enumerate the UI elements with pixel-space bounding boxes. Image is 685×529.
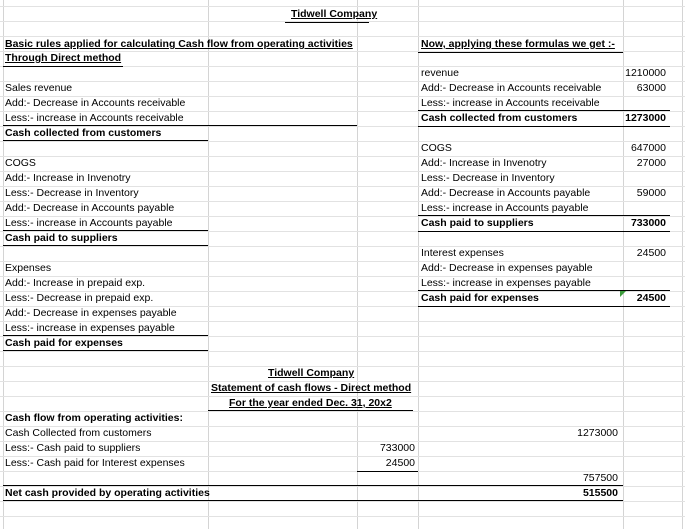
calc-value-cell[interactable] — [623, 171, 666, 185]
calc-total-value[interactable]: 24500 — [636, 292, 666, 304]
rule-cell[interactable]: Add:- Decrease in Accounts receivable — [5, 97, 186, 109]
statement-period[interactable]: For the year ended Dec. 31, 20x2 — [229, 397, 392, 409]
rule-cell[interactable]: Less:- Decrease in prepaid exp. — [5, 292, 154, 304]
rule-cell[interactable]: Less:- increase in Accounts payable — [5, 217, 173, 229]
rule-cell[interactable]: Add:- Decrease in Accounts payable — [5, 202, 175, 214]
calc-label-cell[interactable]: Add:- Decrease in Accounts receivable — [421, 82, 602, 94]
rule-cell[interactable]: Expenses — [5, 262, 52, 274]
applied-heading[interactable]: Now, applying these formulas we get :- — [421, 38, 615, 50]
calc-value-cell[interactable]: 647000 — [630, 142, 666, 154]
calc-value-cell[interactable] — [623, 276, 666, 290]
calc-label-cell[interactable]: Add:- Decrease in Accounts payable — [421, 187, 591, 199]
calc-label-cell[interactable]: Less:- increase in expenses payable — [421, 277, 591, 289]
rules-heading-line2[interactable]: Through Direct method — [5, 52, 122, 64]
calc-label-cell[interactable]: Less:- Decrease in Inventory — [421, 172, 555, 184]
rule-total-cell[interactable]: Cash paid to suppliers — [5, 232, 118, 244]
calc-value-cell[interactable]: 1210000 — [625, 67, 666, 79]
statement-net-value[interactable]: 515500 — [582, 487, 618, 499]
statement-section[interactable]: Cash flow from operating activities: — [5, 412, 183, 424]
statement-net-label[interactable]: Net cash provided by operating activities — [5, 487, 210, 499]
statement-title[interactable]: Statement of cash flows - Direct method — [211, 382, 412, 394]
rule-total-cell[interactable]: Cash paid for expenses — [5, 337, 123, 349]
calc-label-cell[interactable]: revenue — [421, 67, 459, 79]
rule-cell[interactable]: Less:- increase in expenses payable — [5, 322, 175, 334]
rule-cell[interactable]: Add:- Increase in prepaid exp. — [5, 277, 146, 289]
rules-heading-line1[interactable]: Basic rules applied for calculating Cash flow from operating activities — [5, 38, 353, 50]
rule-cell[interactable]: Add:- Decrease in expenses payable — [5, 307, 177, 319]
statement-suppliers-label[interactable]: Less:- Cash paid to suppliers — [5, 442, 141, 454]
sheet-title[interactable]: Tidwell Company — [291, 8, 378, 20]
calc-value-cell[interactable]: 24500 — [636, 247, 666, 259]
calc-label-cell[interactable]: Less:- increase in Accounts receivable — [421, 97, 600, 109]
calc-value-cell[interactable] — [623, 261, 666, 275]
calc-value-cell[interactable]: 63000 — [636, 82, 666, 94]
calc-label-cell[interactable]: Interest expenses — [421, 247, 504, 259]
statement-interest-label[interactable]: Less:- Cash paid for Interest expenses — [5, 457, 185, 469]
rule-cell[interactable]: COGS — [5, 157, 36, 169]
statement-company[interactable]: Tidwell Company — [268, 367, 355, 379]
calc-value-cell[interactable] — [623, 96, 666, 110]
statement-suppliers-value[interactable]: 733000 — [379, 442, 415, 454]
calc-value-cell[interactable] — [623, 201, 666, 215]
calc-total-value[interactable]: 733000 — [630, 217, 666, 229]
statement-collected-value[interactable]: 1273000 — [577, 427, 618, 439]
rule-cell[interactable]: Sales revenue — [5, 82, 73, 94]
rule-cell[interactable]: Add:- Increase in Invenotry — [5, 172, 131, 184]
statement-collected-label[interactable]: Cash Collected from customers — [5, 427, 152, 439]
calc-label-cell[interactable]: Add:- Increase in Invenotry — [421, 157, 547, 169]
calc-total-label[interactable]: Cash paid to suppliers — [421, 217, 534, 229]
statement-subtotal-value[interactable]: 757500 — [582, 472, 618, 484]
rule-cell[interactable]: Less:- Decrease in Inventory — [5, 187, 139, 199]
calc-label-cell[interactable]: Less:- increase in Accounts payable — [421, 202, 589, 214]
calc-value-cell[interactable]: 59000 — [636, 187, 666, 199]
calc-label-cell[interactable]: COGS — [421, 142, 452, 154]
statement-interest-value[interactable]: 24500 — [385, 457, 415, 469]
calc-total-label[interactable]: Cash collected from customers — [421, 112, 578, 124]
calc-value-cell[interactable]: 27000 — [636, 157, 666, 169]
calc-total-label[interactable]: Cash paid for expenses — [421, 292, 539, 304]
rule-cell[interactable]: Less:- increase in Accounts receivable — [5, 112, 184, 124]
calc-label-cell[interactable]: Add:- Decrease in expenses payable — [421, 262, 593, 274]
calc-total-value[interactable]: 1273000 — [625, 112, 666, 124]
rule-total-cell[interactable]: Cash collected from customers — [5, 127, 162, 139]
